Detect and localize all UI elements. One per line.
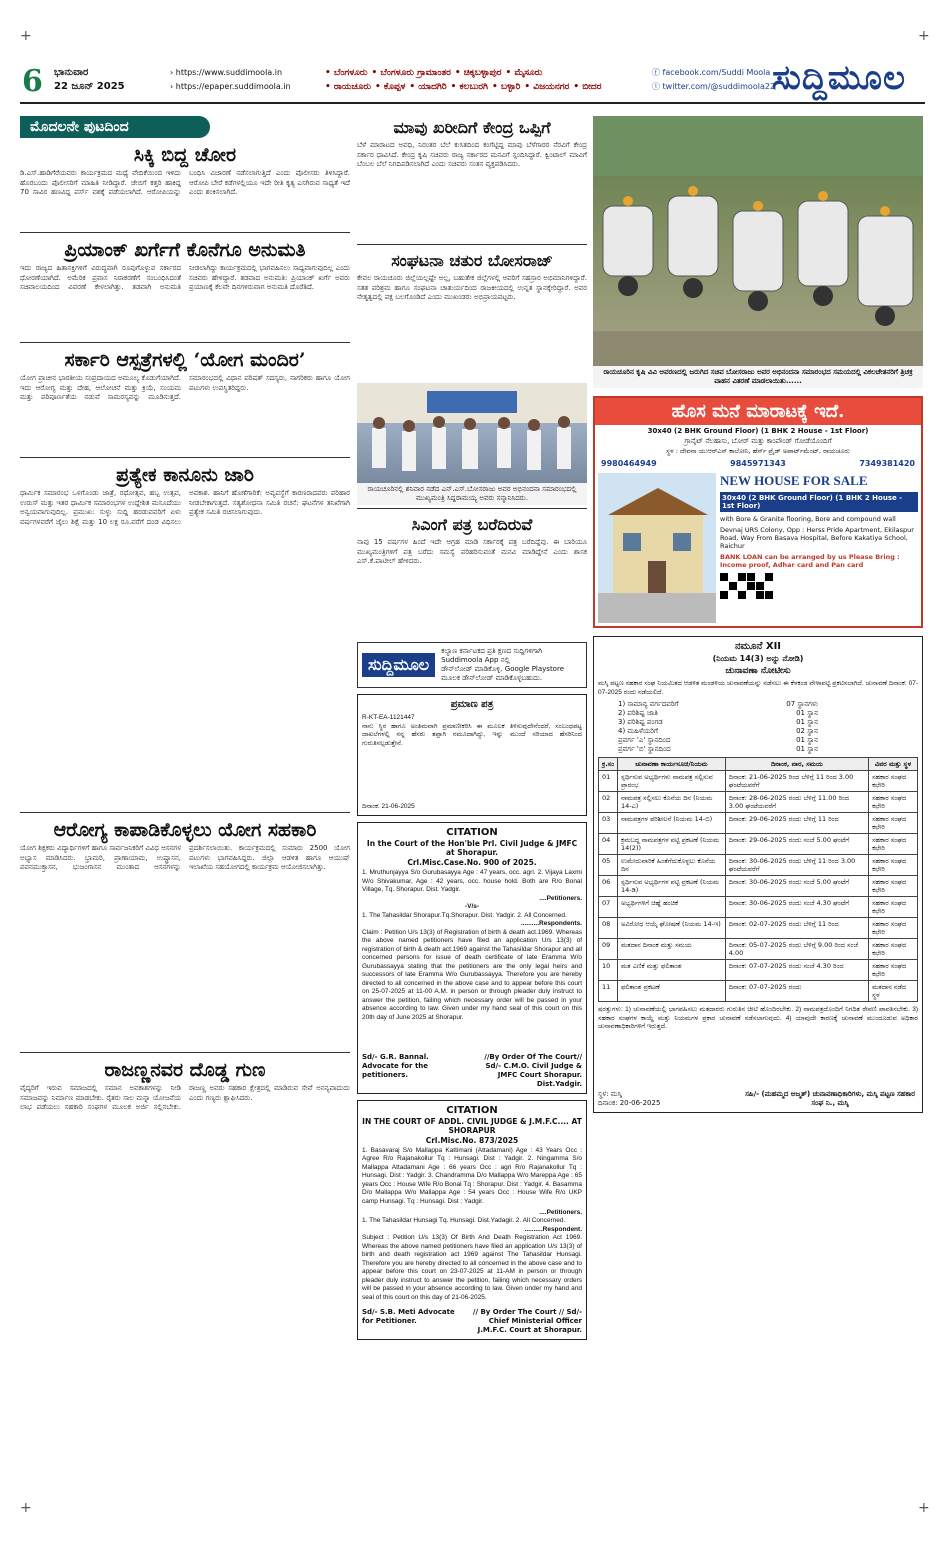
story-headline: ಸರ್ಕಾರಿ ಆಸ್ಪತ್ರೆಗಳಲ್ಲಿ ‘ಯೋಗ ಮಂದಿರ’ (64, 349, 306, 371)
seat-label: 1) ಸಾಮಾನ್ಯ ವರ್ಗದವರಿಗೆ (618, 700, 679, 708)
scooter-photo-art (593, 116, 923, 366)
story-5 (20, 819, 350, 1049)
city-link[interactable]: • ರಾಯಚೂರು (325, 82, 371, 92)
story-3 (20, 349, 350, 454)
date-block (54, 66, 125, 94)
table-cell: 03 (599, 813, 618, 834)
app-promo-text (441, 647, 582, 683)
table-row (599, 771, 918, 792)
ad-phone: 9845971343 (730, 459, 786, 468)
table-row (599, 981, 918, 1002)
citation-case: Crl.Misc.No. 873/2025 (425, 1135, 519, 1145)
notice-date: ದಿನಾಂಕ: 20-06-2025 (598, 1099, 661, 1107)
citation-role: ....Petitioners. (539, 1208, 582, 1216)
proclamation-title: ಪ್ರಮಾಣ ಪತ್ರ (450, 699, 494, 710)
table-cell: ಉಮೇದುವಾರಿಕೆ ಹಿಂತೆಗೆದುಕೊಳ್ಳಲು ಕೊನೆಯ ದಿನ (618, 855, 726, 876)
citation-role: ..........Respondents. (520, 920, 582, 927)
cities-row-1 (325, 66, 606, 80)
story-body: ಯೋಗ ಶಿಕ್ಷಕರು ವಿದ್ಯಾರ್ಥಿಗಳಿಗೆ ಹಾಗೂ ಸಾರ್ವಜನಿಕರಿಗೆ ವಿವಿಧ ಆಸನಗಳ ಅಭ್ಯಾಸ ಮಾಡಿಸಿದರು. ಭ್ರಾಮರಿ, ಪ್ರಾಣಾಯಾಮ, ಉಷ್ಟ್ರಾಸನ, ಪವನಮುಕ್ತಾಸನ, ಭುಜಂಗಾಸನ ಮುಂತಾದ ಆಸನಗಳನ್ನು ಪ್ರದರ್ಶಿಸಲಾಯಿತು. ಕಾರ್ಯಕ್ರಮದಲ್ಲಿ ಸುಮಾರು 2500 ಯೋಗ ಪಟುಗಳು ಭಾಗವಹಿಸಿದ್ದರು. ಜಿಲ್ಲಾ ಆಡಳಿತ ಹಾಗೂ ಆಯುಷ್ ಇಲಾಖೆಯ ಸಹಯೋಗದಲ್ಲಿ ಕಾರ್ಯಕ್ರಮ ಆಯೋಜಿಸಲಾಗಿತ್ತು. (20, 844, 350, 871)
scooter-photo (593, 116, 923, 366)
ad-title-en: NEW HOUSE FOR SALE (720, 473, 868, 488)
city-link[interactable]: • ಬೆಂಗಳೂರು (325, 68, 368, 78)
photo-caption: ರಾಯಚೂರಿನಲ್ಲಿ ಶನಿವಾರ ನಡೆದ ಎನ್.ಎಸ್.ಬೋಸರಾಜು ಅವರ ಅಭಿನಂದನಾ ಸಮಾರಂಭದಲ್ಲಿ ಮುಖ್ಯಮಂತ್ರಿ ಸಿದ್ದರಾಮಯ್ಯ ಅವರು ಸನ್ಮಾನಿಸಿದರು. (357, 483, 587, 505)
website-link[interactable]: https://www.suddimoola.in (175, 68, 283, 77)
seat-row (618, 745, 818, 754)
table-header-cell: ದಿನಾಂಕ, ವಾರ, ಸಮಯ (725, 758, 868, 771)
table-cell: ಸಹಕಾರ ಸಂಘದ ಕಛೇರಿ (869, 771, 918, 792)
citation-notice-2 (357, 1100, 587, 1341)
twitter-link[interactable]: twitter.com/@suddimoola22 (662, 82, 776, 91)
notice-seats (618, 700, 918, 754)
seat-count: 07 ಸ್ಥಾನಗಳು (786, 700, 818, 708)
ad-spec-kn: ಗ್ರಾನೈಟ್ ನೆಲಹಾಸು, ಬೋರ್ ಮತ್ತು ಕಾಂಪೌಂಡ್ ಗೋಡೆಯೊಂದಿಗೆ (684, 437, 832, 445)
facebook-icon: ⓕ (652, 68, 663, 77)
citation-notice-1 (357, 822, 587, 1094)
story-4 (20, 464, 350, 809)
masthead-logo: ಸುದ್ದಿಮೂಲ (772, 58, 906, 98)
story-headline: ಸಿಎಂಗೆ ಪತ್ರ ಬರೆದಿರುವೆ (411, 515, 533, 534)
citation-title: CITATION (446, 1104, 498, 1116)
table-cell: ಕ್ರಮಬದ್ಧ ನಾಮಪತ್ರಗಳ ಪಟ್ಟಿ ಪ್ರಕಟಣೆ (ನಿಯಮ 14(2)) (618, 834, 726, 855)
table-row (599, 834, 918, 855)
story-body: ಕೇವಲ ರಾಯಚೂರು ಜಿಲ್ಲೆಯಲ್ಲಷ್ಟೇ ಅಲ್ಲ, ಬಹುತೇಕ ಜಿಲ್ಲೆಗಳಲ್ಲಿ ಅವರಿಗೆ ಸಹಸ್ರಾರ ಅಭಿಮಾನಿಗಳಿದ್ದಾರೆ. ಸತತ ಪರಿಶ್ರಮ ಹಾಗೂ ಸಂಘಟನಾ ಚಾತುರ್ಯದಿಂದ ರಾಜಕೀಯದಲ್ಲಿ ಉನ್ನತ ಸ್ಥಾನಕ್ಕೇರಿದ್ದಾರೆ. ಅವರ ನೇತೃತ್ವದಲ್ಲಿ ಪಕ್ಷ ಬಲಗೊಂಡಿದೆ ಎಂದು ಮುಖಂಡರು ಅಭಿಪ್ರಾಯಪಟ್ಟರು. (357, 274, 587, 301)
divider (20, 232, 350, 233)
house-sale-ad[interactable] (593, 396, 923, 628)
table-cell: 04 (599, 834, 618, 855)
citation-vs: -V/s- (464, 903, 480, 910)
citation-role: ....Petitioners. (539, 894, 582, 902)
table-row (599, 918, 918, 939)
table-cell: ಸಹಕಾರ ಸಂಘದ ಕಛೇರಿ (869, 834, 918, 855)
cities-row-2 (325, 80, 606, 94)
city-link[interactable]: • ಬಳ್ಳಾರಿ (492, 82, 521, 92)
divider (357, 508, 587, 509)
table-cell: ದಿನಾಂಕ: 05-07-2025 ರಂದು ಬೆಳಿಗ್ಗೆ 9.00 ರಿಂದ ಸಂಜೆ 4.00 (725, 939, 868, 960)
ad-location-en: Devnaj URS Colony, Opp : Herss Pride Apartment, Ekilaspur Road, Way From Basava Hospital, Before Kakatiya School, Raichur (720, 526, 914, 550)
notice-footer (598, 1090, 918, 1108)
citation-parties: 1. Basavaraj S/o Mallappa Kattimani (Attadamani) Age : 43 Years Occ : Agree R/o Rajanakollur Tq : Hunsagi. Dist : Yadgir. 2. Ningamma S/o Mallappa Attadamani Age : 66 years Occ : agri R/o Rajanakollur Tq : Hunsagi. Dist : Yadgir. 3. Chandramma D/o Mallappa W/o Mareppa Age : 65 years Occ : House Wife R/o Bonal Tq : Shorapur. Dist : Yadgir. 4. Basamma D/o Mallappa W/o Mallappa Age : 54 years Occ : House Wife R/o UKP camp Hunsagi. Tq : Hunsagi. Dist : Yadgir. (362, 1146, 582, 1205)
table-row (599, 792, 918, 813)
citation-signatures (362, 1308, 582, 1335)
ad-spec: 30x40 (2 BHK Ground Floor) (1 BHK 2 House - 1st Floor) (647, 427, 869, 435)
seat-label: ಪ್ರವರ್ಗ 'ಬಿ' ಸ್ಥಾನದಿಂದ (618, 745, 671, 753)
story-mango (357, 118, 587, 241)
stage-photo-art (357, 383, 587, 483)
city-link[interactable]: • ಬೀದರ (573, 82, 602, 92)
divider (357, 244, 587, 245)
table-cell: ಸಹಕಾರ ಸಂಘದ ಕಛೇರಿ (869, 855, 918, 876)
ad-spec-en: 30x40 (2 BHK Ground Floor) (1 BHK 2 House - 1st Floor) (720, 492, 918, 512)
citation-respondent: 1. The Tahasildar Hunsagi Tq. Hunsagi. Dist.Yadagir. 2. All Concerned. (362, 1217, 566, 1224)
citation-court: IN THE COURT OF ADDL. CIVIL JUDGE & J.M.F.C.... AT SHORAPUR (362, 1116, 582, 1135)
day-label: ಭಾನುವಾರ (54, 67, 89, 78)
seat-row (618, 709, 818, 718)
table-cell: ದಿನಾಂಕ: 28-06-2025 ರಂದು ಬೆಳಿಗ್ಗೆ 11.00 ರಿಂದ 3.00 ಘಂಟೆಯವರೆಗೆ (725, 792, 868, 813)
date-label: 22 ಜೂನ್ 2025 (54, 81, 125, 92)
story-6 (20, 1059, 350, 1324)
table-cell: ದಿನಾಂಕ: 07-07-2025 ರಂದು (725, 981, 868, 1002)
divider (20, 1052, 350, 1053)
ad-detail-en: with Bore & Granite flooring, Bore and compound wall (720, 515, 896, 523)
notice-form-title: ನಮೂನೆ XII (734, 641, 782, 652)
citation-parties: 1. Mruthunjayya S/o Gurubasayya Age : 47 years, occ. agri. 2. Vijaya Laxmi W/o Shivakumar, Age : 42 years, occ. house hold. Both are R/o Bonal Village, Tq. Shorapur. Dist. Yadgir. (362, 869, 582, 893)
table-cell: 09 (599, 939, 618, 960)
seat-count: 01 ಸ್ಥಾನ (796, 736, 818, 744)
city-link[interactable]: • ವಿಜಯನಗರ (524, 82, 570, 92)
citation-court: In the Court of the Hon'ble Prl. Civil Judge & JMFC at Shorapur. (366, 839, 578, 857)
notice-place: ಸ್ಥಳ: ಮಸ್ಕಿ (598, 1090, 622, 1098)
globe-icon: › (170, 68, 176, 77)
epaper-link[interactable]: https://epaper.suddimoola.in (175, 82, 291, 91)
proclamation-notice (357, 694, 587, 816)
stage-photo (357, 383, 587, 483)
globe-icon: › (170, 82, 176, 91)
table-cell: ಸಹಕಾರ ಸಂಘದ ಕಛೇರಿ (869, 813, 918, 834)
ad-body (595, 470, 921, 626)
table-cell: ದಿನಾಂಕ: 29-06-2025 ರಂದು ಸಂಜೆ 5.00 ಘಂಟೆಗೆ (725, 834, 868, 855)
table-cell: ದಿನಾಂಕ: 30-06-2025 ರಂದು ಸಂಜೆ 4.30 ಘಂಟೆಗೆ (725, 897, 868, 918)
column-right (593, 116, 923, 1113)
table-cell: ಸಹಕಾರ ಸಂಘದ ಕಛೇರಿ (869, 918, 918, 939)
seat-label: ಪ್ರವರ್ಗ 'ಎ' ಸ್ಥಾನದಿಂದ (618, 736, 671, 744)
citation-role: ..........Respondent. (524, 1225, 582, 1233)
story-bosaraj (357, 251, 587, 379)
story-body: ಯೋಗ ಪ್ರಾಚೀನ ಭಾರತೀಯ ಸಂಪ್ರದಾಯದ ಅಮೂಲ್ಯ ಕೊಡುಗೆಯಾಗಿದೆ. ಇದು ಆರೋಗ್ಯ ಮತ್ತು ದೇಹ, ಆಲೋಚನೆ ಮತ್ತು ಕ್ರಿಯೆ, ಸಂಯಮ ಮತ್ತು ಪರಿಪೂರ್ಣತೆಯ ನಡುವೆ ಸಾಮರಸ್ಯವನ್ನು ಮೂಡಿಸುತ್ತದೆ. ಸಮಾರಂಭದಲ್ಲಿ ವಿಧಾನ ಪರಿಷತ್ ಸದಸ್ಯರು, ನಾಗರಿಕರು ಹಾಗೂ ಯೋಗ ಪಟುಗಳು ಉಪಸ್ಥಿತರಿದ್ದರು. (20, 374, 350, 401)
notice-signatory: ಸಹಿ/- (ಮಹಮ್ಮದ ಅಜ್ಮತ್) ಚುನಾವಣಾಧಿಕಾರಿಗಳು, ಮಸ್ಕಿ ಪಟ್ಟಣ ಸಹಕಾರ ಸಂಘ ನಿ., ಮಸ್ಕಿ (745, 1090, 915, 1107)
citation-claim: Subject : Petition U/s 13(3) Of Birth And Death Registration Act 1969. Whereas the above named petitioners have filed an application U/s 13(3) of birth and death registration act 1969 against The Tahasildar Hunsagi. Therefore you are hereby directed to all concerned in the above case and to appear before this court on 23-07-2025 at 11-AM in person or through pleader duly instruct to answer the petition, failing which necessary orders will be passed in your absence according to law. Given under my hand and seal of this court on this day of 21-06-2025. (362, 1234, 582, 1301)
table-row (599, 876, 918, 897)
notice-title: ಚುನಾವಣಾ ನೋಟೀಸು (725, 666, 791, 676)
story-cm-letter (357, 515, 587, 638)
table-cell: ದಿನಾಂಕ: 02-07-2025 ರಂದು ಬೆಳಿಗ್ಗೆ 11 ರಿಂದ (725, 918, 868, 939)
table-row (599, 939, 918, 960)
table-cell: ನಾಮಪತ್ರಗಳ ಪರಿಶೀಲನೆ (ನಿಯಮ 14-ಬಿ) (618, 813, 726, 834)
table-cell: ಸ್ಪರ್ಧಿಸುವ ಅಭ್ಯರ್ಥಿಗಳು ನಾಮಪತ್ರ ಸಲ್ಲಿಸುವ ಪ್ರಾರಂಭ (618, 771, 726, 792)
citation-signatures (362, 1053, 582, 1089)
ad-phone: 7349381420 (859, 459, 915, 468)
city-link[interactable]: • ಕೊಪ್ಪಳ (374, 82, 406, 92)
table-cell: ಸ್ಪರ್ಧಿಸುವ ಅಭ್ಯರ್ಥಿಗಳ ಪಟ್ಟಿ ಪ್ರಕಟಣೆ (ನಿಯಮ 14-ಡಿ) (618, 876, 726, 897)
section-band: ಮೊದಲನೇ ಪುಟದಿಂದ (20, 116, 210, 138)
seat-count: 01 ಸ್ಥಾನ (796, 709, 818, 717)
table-row (599, 897, 918, 918)
table-cell: ಸಹಕಾರ ಸಂಘದ ಕಛೇರಿ (869, 939, 918, 960)
table-cell: ದಿನಾಂಕ: 07-07-2025 ರಂದು ಸಂಜೆ 4.30 ರಿಂದ (725, 960, 868, 981)
page-header (20, 56, 925, 104)
house-image-art (598, 473, 716, 623)
city-link[interactable]: • ಯಾದಗಿರಿ (409, 82, 447, 92)
twitter-icon: ⓣ (652, 82, 663, 91)
election-notice (593, 636, 923, 1113)
table-cell: ದಿನಾಂಕ: 21-06-2025 ರಿಂದ ಬೆಳಿಗ್ಗೆ 11 ರಿಂದ 3.00 ಘಂಟೆಯವರೆಗೆ (725, 771, 868, 792)
table-header-cell: ಕ್ರ.ಸಂ (599, 758, 618, 771)
story-1 (20, 144, 350, 229)
story-body: ಡಿ.ಎಸ್.ಹಾಡಿಗೆರೆಯವರು ಕಾರ್ಯಕ್ರಮದ ಮಧ್ಯೆ ವೇದಿಕೆಯಿಂದ ಇಳಿದು ಹೊರಬಂದು ಪೊಲೀಸರಿಗೆ ಮಾಹಿತಿ ನೀಡಿದ್ದಾರೆ. ಜೇಬಿಗೆ ಕತ್ತರಿ ಹಾಕಿದ್ದ 70 ಸಾವಿರ ಹಣವಿದ್ದ ಪರ್ಸ್ ವಶಕ್ಕೆ ಪಡೆಯಲಾಗಿದೆ. ಆರೋಪಿಯನ್ನು ಬಂಧಿಸಿ ವಿಚಾರಣೆ ನಡೆಸಲಾಗುತ್ತಿದೆ ಎಂದು ಪೊಲೀಸರು ತಿಳಿಸಿದ್ದಾರೆ. ಆರೋಪಿ ಬೇರೆ ಕಡೆಗಳಲ್ಲಿಯೂ ಇದೇ ರೀತಿ ಕೃತ್ಯ ಎಸಗಿರುವ ಸಾಧ್ಯತೆ ಇದೆ ಎಂದು ಶಂಕಿಸಲಾಗಿದೆ. (20, 169, 350, 196)
seat-label: 4) ಮಹಿಳೆಯರಿಗೆ (618, 727, 658, 735)
crop-mark-bl: + (20, 1500, 32, 1516)
table-cell: ಸಹಕಾರ ಸಂಘದ ಕಛೇರಿ (869, 897, 918, 918)
ad-headline: ಹೊಸ ಮನೆ ಮಾರಾಟಕ್ಕೆ ಇದೆ. (595, 398, 921, 425)
divider (20, 342, 350, 343)
citation-sign-left: Sd/- G.R. Bannal. Advocate for the petitioners. (362, 1052, 429, 1079)
story-body: ಇದು ರಾಜ್ಯದ ಹಿತಾಸಕ್ತಿಗಳಿಗೆ ವಿರುದ್ಧವಾಗಿ ರೂಪುಗೊಳ್ಳುವ ಸರ್ಕಾರದ ಧೋರಣೆಯಾಗಿದೆ. ಅಮೆರಿಕ ಪ್ರವಾಸ ನಿರಾಕರಣೆಗೆ ಸಂಬಂಧಿಸಿದಂತೆ ಸಚಿವಾಲಯದಿಂದ ವಿವರಣೆ ಕೇಳಲಾಗಿತ್ತು. ತಡವಾಗಿ ಅನುಮತಿ ನೀಡಲಾಗಿದ್ದು ಕಾರ್ಯಕ್ರಮದಲ್ಲಿ ಭಾಗವಹಿಸಲು ಸಾಧ್ಯವಾಗುವುದಿಲ್ಲ ಎಂದು ಸಚಿವರು ಹೇಳಿದ್ದಾರೆ. ತಡವಾದ ಅನುಮತಿ: ಪ್ರಿಯಾಂಕ್ ಖರ್ಗೆ ಅವರು ಪ್ರಯಾಣಕ್ಕೆ ಕೆಲವೇ ದಿನಗಳಿರುವಾಗ ಅನುಮತಿ ದೊರೆತಿದೆ. (20, 264, 350, 291)
web-links (170, 66, 291, 94)
facebook-link[interactable]: facebook.com/Suddi Moola (662, 68, 771, 77)
seat-count: 01 ಸ್ಥಾನ (796, 718, 818, 726)
story-headline: ರಾಜಣ್ಣನವರ ದೊಡ್ಡ ಗುಣ (104, 1059, 266, 1081)
table-row (599, 855, 918, 876)
city-link[interactable]: • ಕಲಬುರಗಿ (450, 82, 488, 92)
table-cell: ಮತ ಎಣಿಕೆ ಮತ್ತು ಫಲಿತಾಂಶ (618, 960, 726, 981)
house-image (598, 473, 716, 623)
table-cell: ಅವಿರೋಧ ಆಯ್ಕೆ ಘೋಷಣೆ (ನಿಯಮ 14-ಇ) (618, 918, 726, 939)
table-cell: ಸಹಕಾರ ಸಂಘದ ಕಛೇರಿ (869, 792, 918, 813)
table-cell: ಮತದಾನ ನಡೆದ ಸ್ಥಳ (869, 981, 918, 1002)
citation-respondent: 1. The Tahasildar Shorapur.Tq.Shorapur. Dist. Yadgir. 2. All Concerned. (362, 911, 567, 919)
app-promo[interactable] (357, 642, 587, 688)
table-header-cell: ಚುನಾವಣಾ ಕಾರ್ಯಸೂಚಿ/ನಿಯಮ (618, 758, 726, 771)
table-cell: 10 (599, 960, 618, 981)
table-cell: 02 (599, 792, 618, 813)
app-promo-line2: ಡೌನ್‌ಲೋಡ್ ಮಾಡಿಕೊಳ್ಳಿ. Google Playstore ಮೂಲಕ ಡೌನ್‌ಲೋಡ್ ಮಾಡಿಕೊಳ್ಳಬಹುದು. (441, 665, 564, 682)
crop-mark-tr: + (918, 28, 930, 44)
city-link[interactable]: • ಬೆಂಗಳೂರು ಗ್ರಾಮಾಂತರ (371, 68, 451, 78)
app-promo-line1: ಕಲ್ಯಾಣ ಕರ್ನಾಟಕದ ಪ್ರತಿ ಕ್ಷಣದ ಸುದ್ದಿಗಳಿಗಾಗಿ Suddimoola App ನಲ್ಲಿ (441, 647, 543, 664)
ad-details (720, 473, 918, 623)
citation-sign-right: // By Order The Court // Sd/- Chief Ministerial Officer J.M.F.C. Court at Shorapur. (472, 1308, 582, 1334)
notice-table (598, 757, 918, 1002)
seat-row (618, 700, 818, 709)
story-headline: ಪ್ರತ್ಯೇಕ ಕಾನೂನು ಜಾರಿ (116, 464, 254, 486)
citation-title: CITATION (446, 827, 498, 838)
table-cell: ಸಹಕಾರ ಸಂಘದ ಕಛೇರಿ (869, 876, 918, 897)
table-cell: ದಿನಾಂಕ: 29-06-2025 ರಂದು ಬೆಳಿಗ್ಗೆ 11 ರಿಂದ (725, 813, 868, 834)
seat-row (618, 736, 818, 745)
citation-sign-right: //By Order Of The Court// Sd/- C.M.O. Civil Judge & JMFC Court Shorapur. Dist.Yadgir. (484, 1052, 582, 1088)
table-cell: 11 (599, 981, 618, 1002)
table-cell: ಫಲಿತಾಂಶ ಪ್ರಕಟಣೆ (618, 981, 726, 1002)
ad-phones (595, 457, 921, 470)
citation-sign-left: Sd/- S.B. Meti Advocate for Petitioner. (362, 1308, 455, 1325)
app-logo: ಸುದ್ದಿಮೂಲ (362, 653, 435, 677)
story-body: ವೈದ್ಯರಿಗೆ ಇರುವ ಸಮಾಜದಲ್ಲಿ ಸಮಾನ ಅವಕಾಶಗಳನ್ನು ನೀಡಿ ಸಮಾಜವನ್ನು ನಿರ್ಮಾಣ ಮಾಡಬೇಕು. ರೈತರು ಸಾಲ ಮನ್ನಾ ಯೋಜನೆಯ ಲಾಭ ಪಡೆಯಲು ಸಹಕಾರಿ ಸಂಘಗಳ ಮೂಲಕ ಅರ್ಜಿ ಸಲ್ಲಿಸಬೇಕು. ರಾಜಣ್ಣ ಅವರು ಸಹಕಾರ ಕ್ಷೇತ್ರದಲ್ಲಿ ಮಾಡಿರುವ ಸೇವೆ ಅನನ್ಯವಾದುದು ಎಂದು ಗಣ್ಯರು ಶ್ಲಾಘಿಸಿದರು. (20, 1084, 350, 1111)
table-cell: ಅಭ್ಯರ್ಥಿಗಳಿಗೆ ಚಿಹ್ನೆ ಹಂಚಿಕೆ (618, 897, 726, 918)
table-cell: ದಿನಾಂಕ: 30-06-2025 ರಂದು ಬೆಳಿಗ್ಗೆ 11 ರಿಂದ 3.00 ಘಂಟೆಯವರೆಗೆ (725, 855, 868, 876)
story-body: ಧಾರ್ಮಿಕ ಸಮಾರಂಭ ಒಳಗೊಂಡು ಜಾತ್ರೆ, ರಥೋತ್ಸವ, ಹಬ್ಬ ಉತ್ಸವ, ಉರುಸ್ ಮತ್ತು ಇತರ ಧಾರ್ಮಿಕ ಸಮಾರಂಭಗಳ ಉದ್ದೇಶಿತ ಮಸೂದೆಯು ಅನ್ವಯವಾಗುವುದಿಲ್ಲ. ಪ್ರಮುಖ: ಸುಳ್ಳು ಸುದ್ದಿ ಹರಡುವವರಿಗೆ ಏಳು ವರ್ಷಗಳವರೆಗೆ ಜೈಲು ಶಿಕ್ಷೆ ಮತ್ತು 10 ಲಕ್ಷ ರೂ.ವರೆಗೆ ದಂಡ ವಿಧಿಸಲು ಅವಕಾಶ. ಹಾನಿಗೆ ಹೊಣೆಗಾರಿಕೆ: ಅವ್ಯವಸ್ಥೆಗೆ ಕಾರಣರಾದವರು ಪರಿಹಾರ ನೀಡಬೇಕಾಗುತ್ತದೆ. ಸತ್ಯಶೋಧನಾ ಸಮಿತಿ ರಚನೆ: ಘಟನೆಗಳ ತನಿಖೆಗಾಗಿ ಪ್ರತ್ಯೇಕ ಸಮಿತಿ ರಚಿಸಲಾಗುವುದು. (20, 489, 350, 526)
story-body: ಬೆಳೆ ಮಾರಾಟದ ಅವಧಿ, ನಿರಂತರ ಬೆಲೆ ಕುಸಿತದಿಂದ ಕಂಗೆಟ್ಟಿದ್ದ ಮಾವು ಬೆಳೆಗಾರರ ನೆರವಿಗೆ ಕೇಂದ್ರ ಸರ್ಕಾರ ಧಾವಿಸಿದೆ. ಕೇಂದ್ರ ಕೃಷಿ ಸಚಿವರು ರಾಜ್ಯ ಸರ್ಕಾರದ ಮನವಿಗೆ ಸ್ಪಂದಿಸಿದ್ದಾರೆ. ಕ್ವಿಂಟಾಲ್ ಮಾವಿಗೆ ಬೆಂಬಲ ಬೆಲೆ ನಿಗದಿಪಡಿಸಲಾಗಿದೆ ಎಂದು ಸಚಿವರು ಸಂತಸ ವ್ಯಕ್ತಪಡಿಸಿದರು. (357, 141, 587, 168)
proclamation-ref: R-KT-EA-1121447 (362, 714, 415, 721)
citation-case: Crl.Misc.Case.No. 900 of 2025. (407, 858, 537, 867)
story-headline: ಸಂಘಟನಾ ಚತುರ ಬೋಸರಾಜ್ (391, 251, 553, 270)
cities-strip (325, 66, 606, 94)
notice-intro: ಮಸ್ಕಿ ಪಟ್ಟಣ ಸಹಕಾರ ಸಂಘ ನಿಯಮಿತದ ಆಡಳಿತ ಮಂಡಳಿಯ ಚುನಾವಣೆಯನ್ನು ನಡೆಸಲು ಈ ಕೆಳಕಂಡ ವೇಳಾಪಟ್ಟಿ ಪ್ರಕಟಿಸಲಾಗಿದೆ. ಚುನಾವಣೆ ದಿನಾಂಕ: 07-07-2025 ರಂದು ನಡೆಯಲಿದೆ. (598, 680, 918, 696)
table-cell: 08 (599, 918, 618, 939)
seat-row (618, 718, 818, 727)
table-cell: ನಾಮಪತ್ರ ಸಲ್ಲಿಸಲು ಕೊನೆಯ ದಿನ (ನಿಯಮ 14-ಎ) (618, 792, 726, 813)
seat-count: 02 ಸ್ಥಾನ (796, 727, 818, 735)
table-cell: 07 (599, 897, 618, 918)
city-link[interactable]: • ಮೈಸೂರು (505, 68, 543, 78)
page-number: 6 (22, 64, 43, 99)
story-headline: ಮಾವು ಖರೀದಿಗೆ ಕೇಂದ್ರ ಒಪ್ಪಿಗೆ (393, 118, 551, 137)
story-headline: ಆರೋಗ್ಯ ಕಾಪಾಡಿಕೊಳ್ಳಲು ಯೋಗ ಸಹಕಾರಿ (53, 819, 317, 841)
story-body: ನಾವು 15 ವರ್ಷಗಳ ಹಿಂದೆ ಇದೇ ಆಗ್ರಹ ಮಾಡಿ ಸರ್ಕಾರಕ್ಕೆ ಪತ್ರ ಬರೆದಿದ್ದೆವು. ಈ ಬಾರಿಯೂ ಮುಖ್ಯಮಂತ್ರಿಗಳಿಗೆ ಪತ್ರ ಬರೆದು ಸಮಸ್ಯೆ ಪರಿಹರಿಸುವಂತೆ ಮನವಿ ಮಾಡಿದ್ದೇನೆ ಎಂದು ಶಾಸಕ ಎಸ್.ಕೆ.ಪಾಟೀಲ್ ಹೇಳಿದರು. (357, 538, 587, 565)
seat-count: 01 ಸ್ಥಾನ (796, 745, 818, 753)
city-link[interactable]: • ಚಿಕ್ಕಬಳ್ಳಾಪುರ (454, 68, 502, 78)
qr-code-icon (720, 573, 918, 599)
seat-label: 3) ಪರಿಶಿಷ್ಟ ಪಂಗಡ (618, 718, 663, 726)
column-left (20, 116, 350, 1324)
photo-caption: ರಾಯಚೂರಿನ ಕೃಷಿ ವಿವಿ ಆವರಣದಲ್ಲಿ ಜರುಗಿದ ಸಚಿವ ಬೋಸರಾಜು ಅವರ ಅಭಿನಂದನಾ ಸಮಾರಂಭದ ಸಮಯದಲ್ಲಿ ವಿಕಲಚೇತನರಿಗೆ ತ್ರಿಚಕ್ರ ವಾಹನ ವಿತರಣೆ ಮಾಡಲಾಯಿತು...... (593, 366, 923, 388)
proclamation-date: ದಿನಾಂಕ: 21-06-2025 (362, 802, 415, 810)
proclamation-body: ನಾನು ಸ್ಥಿರ ಹಾಗೂ ಅಂತಿಮವಾಗಿ ಪ್ರಮಾಣೀಕರಿಸಿ ಈ ಮೂಲಕ ತಿಳಿಸುವುದೇನೆಂದರೆ, ಸಂಬಂಧಪಟ್ಟ ದಾಖಲೆಗಳಲ್ಲಿ ನನ್ನ ಹೆಸರು ತಪ್ಪಾಗಿ ನಮೂದಾಗಿದ್ದು, ಇನ್ನು ಮುಂದೆ ಸರಿಯಾದ ಹೆಸರಿನಿಂದ ಗುರುತಿಸಲ್ಪಡುತ್ತೇನೆ. (362, 722, 582, 747)
story-2 (20, 239, 350, 339)
crop-mark-br: + (918, 1500, 930, 1516)
table-cell: ಮತದಾನ ದಿನಾಂಕ ಮತ್ತು ಸಮಯ (618, 939, 726, 960)
table-row (599, 813, 918, 834)
table-cell: 05 (599, 855, 618, 876)
table-cell: ದಿನಾಂಕ: 30-06-2025 ರಂದು ಸಂಜೆ 5.00 ಘಂಟೆಗೆ (725, 876, 868, 897)
notice-conditions: ಷರತ್ತುಗಳು: 1) ಚುನಾವಣೆಯಲ್ಲಿ ಭಾಗವಹಿಸಲು ಮತದಾರರು ಗುರುತಿನ ಚೀಟಿ ಹೊಂದಿರಬೇಕು. 2) ನಾಮಪತ್ರದೊಂದಿಗೆ ನಿಗದಿತ ಠೇವಣಿ ಪಾವತಿಸಬೇಕು. 3) ಸಹಕಾರ ಸಂಘಗಳ ಕಾಯ್ದೆ ಮತ್ತು ನಿಯಮಗಳ ಪ್ರಕಾರ ಚುನಾವಣೆ ನಡೆಸಲಾಗುವುದು. 4) ಯಾವುದೇ ಕಾರಣಕ್ಕೆ ಚುನಾವಣೆ ಮುಂದೂಡುವ ಅಧಿಕಾರ ಚುನಾವಣಾಧಿಕಾರಿಗಳಿಗೆ ಇರುತ್ತದೆ. (598, 1006, 918, 1030)
crop-mark-tl: + (20, 28, 32, 44)
seat-label: 2) ಪರಿಶಿಷ್ಟ ಜಾತಿ (618, 709, 658, 717)
ad-loan: BANK LOAN can be arranged by us Please Bring : Income proof, Adhar card and Pan card (720, 553, 900, 569)
citation-claim: Claim : Petition U/s 13(3) of Registration of birth & death act.1969. Whereas the above named petitioners have filed an application U/s 13(3) of registration of birth & death act.1969 against the Tahasildar Shorapur and all concerned persons for issue of death certificate of late Eramma W/o Gurubassayya stating that the petitioners are the only legal heirs and successors of late Eramma W/o Gurubassayya. Therefore you are hereby directed to all concerned in the above case and to appear before this court on 25-07-2025 at 11-00 A.M. in person or through pleader duly instruct to answer the petition, failing which necessary order will be passed in your absence according to law. Given under my hand seal of this court on this 20th day of June 2025 at Shorapur. (362, 928, 582, 1021)
ad-phone: 9980464949 (601, 459, 657, 468)
table-cell: 01 (599, 771, 618, 792)
story-headline: ಸಿಕ್ಕಿ ಬಿದ್ದ ಚೋರ (133, 144, 237, 166)
seat-row (618, 727, 818, 736)
ad-address: ಸ್ಥಳ : ದೇವನಾ ಯುಆರ್‌ಎಸ್ ಕಾಲೋನಿ, ಹೆರ್ಸ್ ಪ್ರೈಡ್ ಅಪಾರ್ಟ್‌ಮೆಂಟ್, ರಾಯಚೂರು (666, 447, 850, 455)
table-cell: 06 (599, 876, 618, 897)
divider (20, 812, 350, 813)
social-links (652, 66, 775, 94)
column-middle (357, 116, 587, 1340)
divider (20, 457, 350, 458)
table-row (599, 960, 918, 981)
table-header-cell: ವಿವರ ಮತ್ತು ಸ್ಥಳ (869, 758, 918, 771)
story-headline: ಪ್ರಿಯಾಂಕ್ ಖರ್ಗೆಗೆ ಕೊನೆಗೂ ಅನುಮತಿ (64, 239, 306, 261)
notice-subtitle: (ನಿಯಮ 14(3) ಅನ್ನು ನೋಡಿ) (712, 654, 804, 663)
table-cell: ಸಹಕಾರ ಸಂಘದ ಕಛೇರಿ (869, 960, 918, 981)
